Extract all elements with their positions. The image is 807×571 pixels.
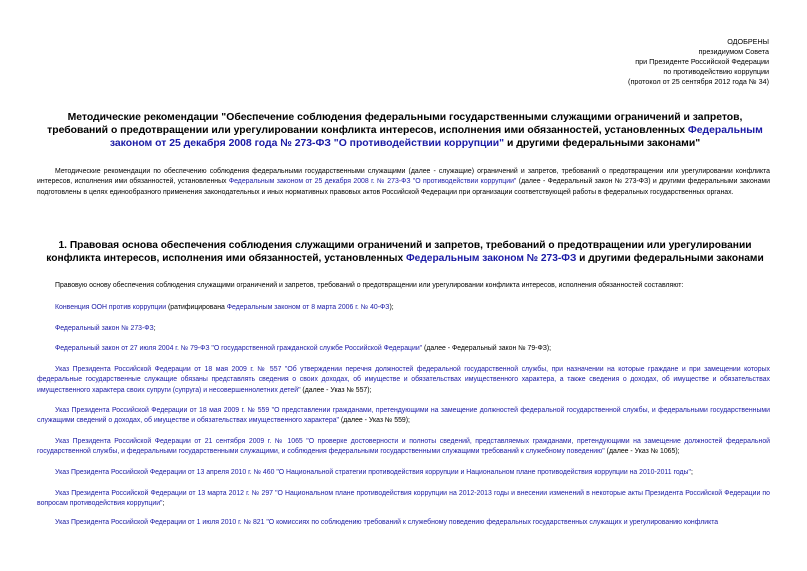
- title-text-end: и другими федеральными законами": [504, 137, 701, 149]
- approval-line: (протокол от 25 сентября 2012 года № 34): [628, 77, 769, 87]
- law-link[interactable]: Конвенция ООН против коррупции: [55, 304, 167, 311]
- item-text: (ратифицирована: [166, 304, 227, 311]
- document-title: [40, 112, 770, 150]
- item-text: ;: [690, 469, 693, 476]
- law-link[interactable]: Указ Президента Российской Федерации от 1 июля 2010 г. № 821 "О комиссиях по соблюдению требований к служебному поведению федеральных государственных служащих и урегулированию конфликта: [55, 519, 719, 526]
- law-link[interactable]: Федеральным законом от 8 марта 2006 г. № 40-ФЗ: [226, 304, 390, 311]
- intro-paragraph: [37, 167, 770, 198]
- approval-stamp: [628, 37, 769, 87]
- intro-text: Методические рекомендации по обеспечению соблюдения федеральными государственными служащими (далее - служащие) ограничений и запретов, требований о предотвращении или урегулировании конфликта интересов, исполнения ими обязанностей, установленных: [37, 168, 770, 186]
- list-item: [37, 365, 770, 396]
- list-item: [37, 406, 770, 427]
- law-link[interactable]: Указ Президента Российской Федерации от 13 апреля 2010 г. № 460 "О Национальной стратегии противодействия коррупции и Национальном плане противодействия коррупции на 2010-2011 годы": [55, 469, 691, 476]
- section-heading: [40, 240, 770, 265]
- item-text: (далее - Указ № 559);: [339, 417, 410, 425]
- section-heading-text: 1. Правовая основа обеспечения соблюдения служащими ограничений и запретов, требований о предотвращении или урегулировании конфликта интересов, исполнения ими обязанностей, установленных: [46, 240, 752, 264]
- law-link[interactable]: Указ Президента Российской Федерации от 13 марта 2012 г. № 297 "О Национальном плане противодействия коррупции на 2012-2013 годы и внесении изменений в некоторые акты Президента Российской Федерации по вопросам противодействия коррупции": [37, 490, 770, 508]
- section-heading-text-end: и другими федеральными законами: [576, 252, 764, 264]
- law-link[interactable]: Указ Президента Российской Федерации от 18 мая 2009 г. № 557 "Об утверждении перечня должностей федеральной государственной службы, при назначении на которые граждане и при замещении которых федеральные государственные служащие обязаны представлять сведения о своих доходах, об имуществе и обязательствах имущественного характера, а также сведения о доходах, об имуществе и обязательствах имущественного характера своих супруги (супруга) и несовершеннолетних детей": [37, 366, 770, 394]
- title-text: Методические рекомендации "Обеспечение соблюдения федеральными государственными служащими ограничений и запретов, требований о предотвращении или урегулировании конфликта интересов, исполнения ими обязанностей, установленных: [47, 112, 743, 136]
- intro-law-link[interactable]: Федеральным законом от 25 декабря 2008 г. № 273-ФЗ "О противодействии коррупции": [228, 178, 517, 186]
- approval-line: ОДОБРЕНЫ: [727, 37, 769, 46]
- item-text: (далее - Указ № 557);: [300, 386, 372, 394]
- item-text: (далее - Федеральный закон № 79-ФЗ);: [422, 345, 552, 352]
- item-text: ;: [153, 325, 156, 332]
- list-item: [37, 489, 770, 510]
- approval-line: президиумом Совета: [698, 47, 769, 57]
- list-item: [37, 468, 770, 478]
- list-item: [37, 437, 770, 458]
- list-item: [37, 324, 770, 334]
- law-link[interactable]: Указ Президента Российской Федерации от 21 сентября 2009 г. № 1065 "О проверке достоверности и полноты сведений, представляемых гражданами, претендующими на замещение должностей федеральной государственной службы, и федеральными государственными служащими, и соблюдения федеральными государственными служащими требований к служебному поведению": [37, 438, 770, 456]
- list-item: [37, 518, 770, 528]
- item-text: (далее - Указ № 1065);: [604, 448, 680, 456]
- approval-line: при Президенте Российской Федерации: [635, 57, 769, 67]
- law-link[interactable]: Указ Президента Российской Федерации от 18 мая 2009 г. № 559 "О представлении гражданами, претендующими на замещение должностей федеральной государственной службы, и федеральными государственными служащими сведений о доходах, об имуществе и обязательствах имущественного характера": [37, 407, 770, 425]
- title-law-link[interactable]: Федеральным законом от 25 декабря 2008 года № 273-ФЗ "О противодействии коррупции": [109, 124, 763, 149]
- approval-line: по противодействию коррупции: [663, 67, 769, 77]
- list-item: [37, 344, 770, 354]
- law-link[interactable]: Федеральный закон от 27 июля 2004 г. № 79-ФЗ "О государственной гражданской службе Российской Федерации": [55, 345, 423, 352]
- law-link[interactable]: Федеральный закон № 273-ФЗ: [55, 325, 154, 332]
- intro-text-end: (далее - Федеральный закон № 273-ФЗ) и другими федеральными законами подготовлены в целях единообразного применения законодательных и иных нормативных правовых актов Российской Федерации при организации соответствующей работы в федеральных государственных органах.: [37, 178, 770, 196]
- item-text: );: [389, 304, 394, 311]
- section-law-link[interactable]: Федеральным законом № 273-ФЗ: [405, 252, 577, 264]
- item-text: ;: [162, 500, 165, 508]
- lead-paragraph: Правовую основу обеспечения соблюдения служащими ограничений и запретов, требований о предотвращении или урегулировании конфликта интересов, исполнения обязанностей составляют:: [55, 282, 684, 289]
- list-item: [37, 303, 770, 313]
